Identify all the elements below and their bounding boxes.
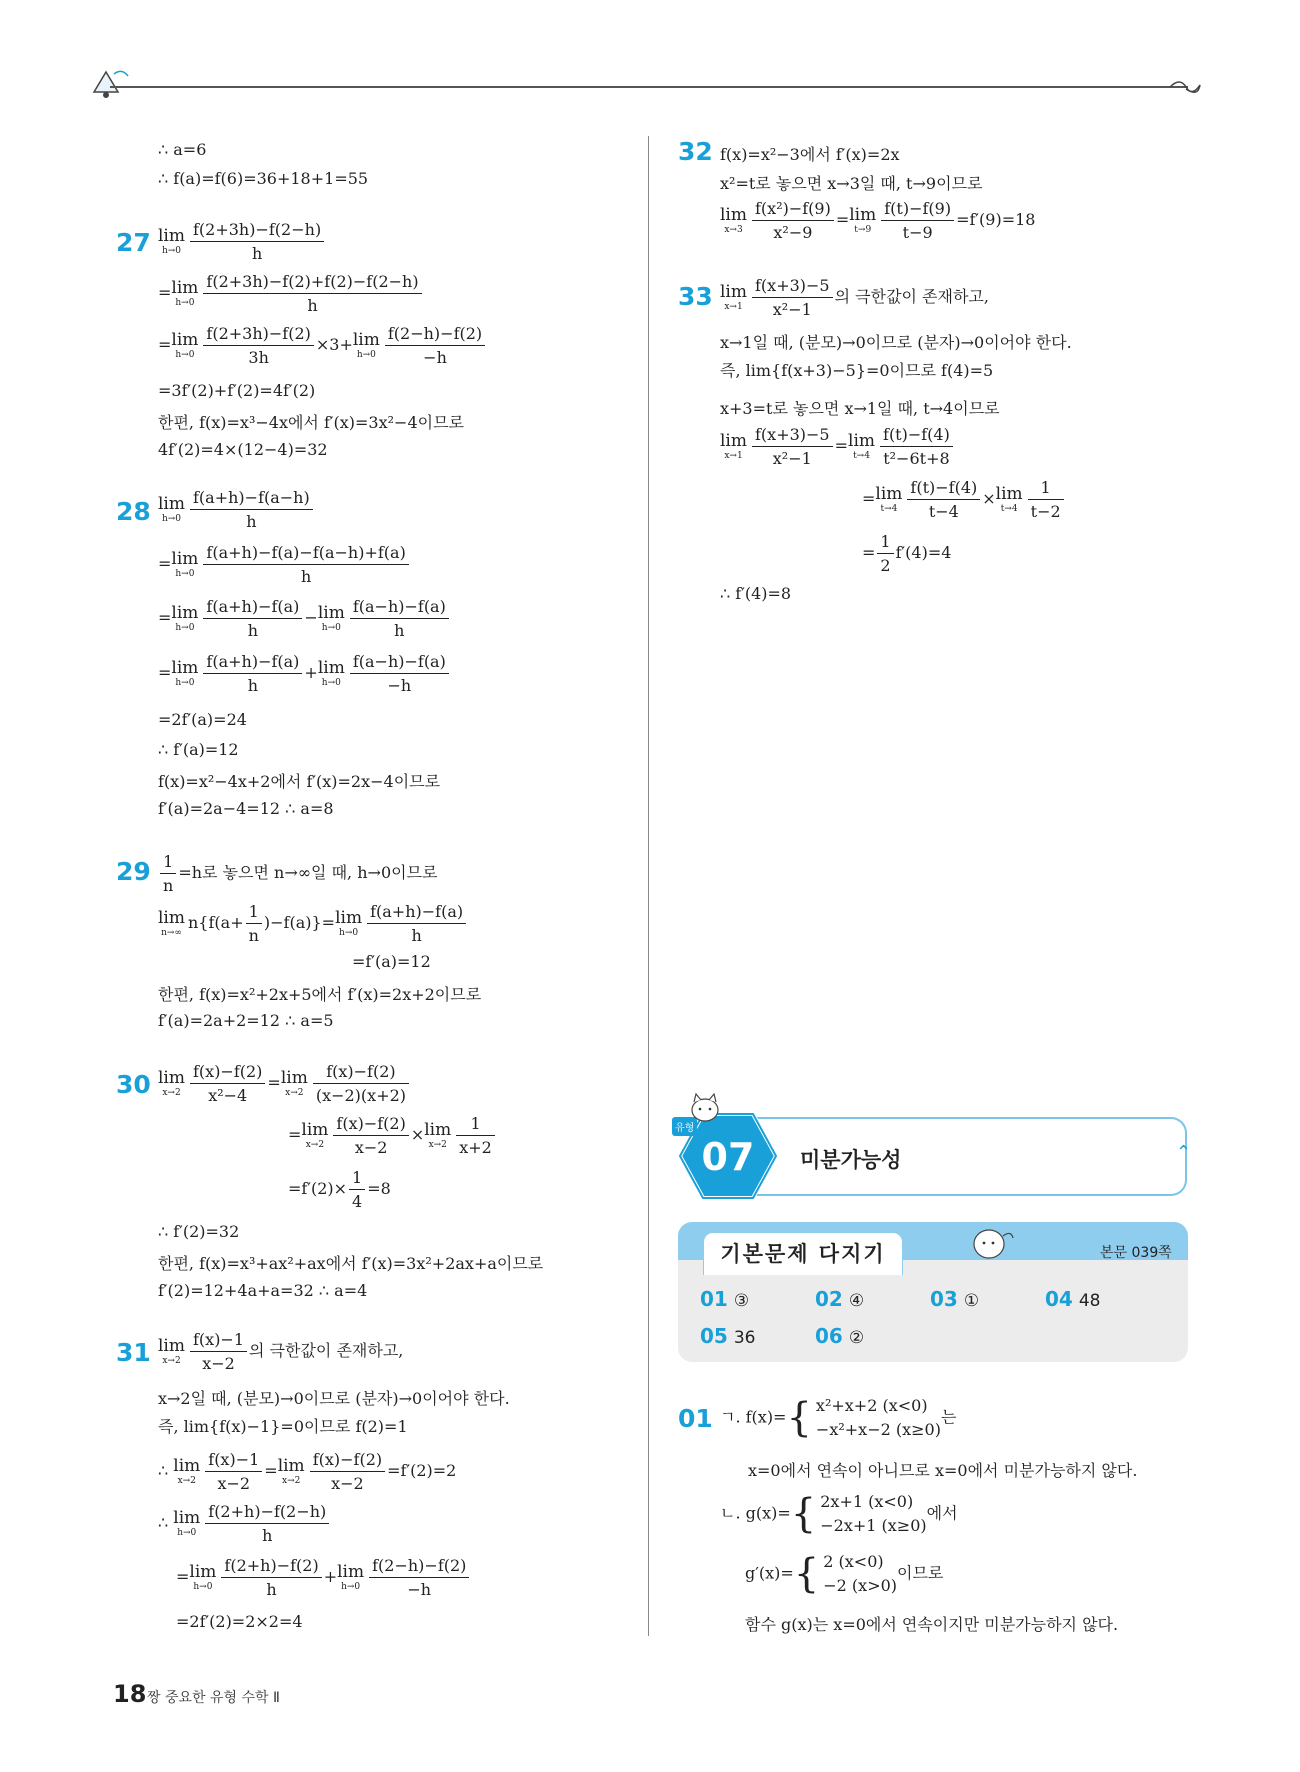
- p33-row6: = lim t→4 $\frac{f(t)-f(4)}{t-4}$ × lim t→4 $\frac{1}{t-2}$: [862, 478, 1066, 521]
- p31-row7: =2f′(2)=2×2=4: [176, 1612, 303, 1631]
- problem-27-number: 27: [116, 228, 151, 257]
- page-number: 18: [113, 1680, 147, 1708]
- line-a6: ∴ a=6: [158, 140, 207, 159]
- problem-01-number: 01: [678, 1404, 713, 1433]
- p28-row8: f′(a)=2a−4=12 ∴ a=8: [158, 799, 334, 818]
- problem-28-number: 28: [116, 497, 151, 526]
- p31-row4: ∴ lim x→2 $\frac{f(x)-1}{x-2}$ = lim x→2 $\frac{f(x)-f(2)}{x-2}$ =f′(2)=2: [158, 1450, 457, 1493]
- bell-ribbon-icon: [86, 62, 132, 102]
- section-badge: 유형: [672, 1117, 697, 1136]
- problem-33-number: 33: [678, 282, 713, 311]
- answer-05: 05 36: [700, 1324, 756, 1348]
- p29-row4: 한편, f(x)=x²+2x+5에서 f′(x)=2x+2이므로: [158, 985, 482, 1004]
- p33-row2: x→1일 때, (분모)→0이므로 (분자)→0이어야 한다.: [720, 333, 1072, 352]
- p32-row3: lim x→3 $\frac{\text{f(x²)−f(9)}}{\text{x²−9}}$ = lim t→9 $\frac{f(t)-f(9)}{t-9}$ =f′(9)=18: [720, 199, 1036, 242]
- ghost-mascot-icon: [965, 1222, 1017, 1262]
- p28-row7: f(x)=x²−4x+2에서 f′(x)=2x−4이므로: [158, 772, 441, 791]
- problem-32-number: 32: [678, 137, 713, 166]
- p31-row3: 즉, lim{f(x)−1}=0이므로 f(2)=1: [158, 1417, 408, 1436]
- p28-row5: =2f′(a)=24: [158, 710, 247, 729]
- section-title: 미분가능성: [800, 1148, 902, 1172]
- ribbon-knot-icon: [1168, 78, 1202, 100]
- answer-panel-tab: 기본문제 다지기: [703, 1232, 903, 1275]
- chevron-up-icon: ⌃: [1176, 1142, 1192, 1163]
- p31-row5: ∴ lim h→0 $\frac{f(2+h)-f(2-h)}{h}$: [158, 1502, 331, 1545]
- section-header-card: [720, 1117, 1187, 1196]
- p31-row1: lim x→2 $\frac{f(x)-1}{x-2}$ 의 극한값이 존재하고,: [158, 1330, 404, 1373]
- p01-row-a2: x=0에서 연속이 아니므로 x=0에서 미분가능하지 않다.: [748, 1461, 1138, 1480]
- p01-case-c: g′(x)={ 2 (x<0) −2 (x>0) 이므로: [745, 1551, 944, 1597]
- p28-row4: = lim h→0 $\frac{f(a+h)-f(a)}{h}$ + lim h→0 $\frac{f(a-h)-f(a)}{-h}$: [158, 652, 451, 695]
- cat-mascot-icon: [688, 1092, 722, 1122]
- problem-31-number: 31: [116, 1338, 151, 1367]
- p33-row4: x+3=t로 놓으면 x→1일 때, t→4이므로: [720, 399, 1000, 418]
- p27-row5: 한편, f(x)=x³−4x에서 f′(x)=3x²−4이므로: [158, 413, 465, 432]
- footer-book-title: 짱 중요한 유형 수학 Ⅱ: [147, 1690, 280, 1706]
- answer-01: 01 ③: [700, 1287, 750, 1311]
- p27-row3: = lim h→0 $\frac{f(2+3h)-f(2)}{3h}$ ×3+ lim h→0 $\frac{f(2-h)-f(2)}{-h}$: [158, 324, 487, 367]
- answer-03: 03 ①: [930, 1287, 980, 1311]
- p30-row2: = lim x→2 $\frac{f(x)-f(2)}{x-2}$ × lim x→2 $\frac{1}{x+2}$: [288, 1114, 497, 1157]
- p28-row1: lim h→0 $\frac{f(a+h)-f(a-h)}{h}$: [158, 488, 315, 531]
- column-divider: [648, 136, 649, 1636]
- p28-row3: = lim h→0 $\frac{f(a+h)-f(a)}{h}$ − lim h→0 $\frac{f(a-h)-f(a)}{h}$: [158, 597, 451, 640]
- p01-case-a: ㄱ. f(x)={ x²+x+2 (x<0) −x²+x−2 (x≥0) 는: [720, 1395, 957, 1441]
- p33-row3: 즉, lim{f(x+3)−5}=0이므로 f(4)=5: [720, 361, 994, 380]
- p27-row4: =3f′(2)+f′(2)=4f′(2): [158, 381, 316, 400]
- p27-row6: 4f′(2)=4×(12−4)=32: [158, 440, 328, 459]
- section-number: 07: [701, 1135, 755, 1179]
- p33-row7: = $\frac{1}{2}$ f′(4)=4: [862, 532, 952, 575]
- p33-row8: ∴ f′(4)=8: [720, 584, 792, 603]
- p28-row6: ∴ f′(a)=12: [158, 740, 239, 759]
- problem-30-number: 30: [116, 1070, 151, 1099]
- p30-row1: lim x→2 $\frac{f(x)-f(2)}{\text{x²−4}}$ = lim x→2 $\frac{f(x)-f(2)}{(x-2)(x+2)}$: [158, 1062, 411, 1105]
- p31-row2: x→2일 때, (분모)→0이므로 (분자)→0이어야 한다.: [158, 1389, 510, 1408]
- p29-row3: =f′(a)=12: [352, 952, 431, 971]
- p28-row2: = lim h→0 $\frac{f(a+h)-f(a)-f(a-h)+f(a)}{h}$: [158, 543, 411, 586]
- p32-row1: f(x)=x²−3에서 f′(x)=2x: [720, 145, 900, 164]
- p01-row-d: 함수 g(x)는 x=0에서 연속이지만 미분가능하지 않다.: [745, 1615, 1119, 1634]
- p01-case-b: ㄴ. g(x)={ 2x+1 (x<0) −2x+1 (x≥0) 에서: [720, 1491, 958, 1537]
- p30-row6: f′(2)=12+4a+a=32 ∴ a=4: [158, 1281, 368, 1300]
- top-rule: [110, 86, 1188, 88]
- problem-29-number: 29: [116, 857, 151, 886]
- p27-row2: = lim h→0 $\frac{f(2+3h)-f(2)+f(2)-f(2-h)}{h}$: [158, 272, 424, 315]
- p27-row1: lim h→0 $\frac{f(2+3h)-f(2-h)}{h}$: [158, 220, 326, 263]
- p30-row4: ∴ f′(2)=32: [158, 1222, 240, 1241]
- line-fa55: ∴ f(a)=f(6)=36+18+1=55: [158, 169, 369, 188]
- p29-row5: f′(a)=2a+2=12 ∴ a=5: [158, 1011, 334, 1030]
- answer-02: 02 ④: [815, 1287, 865, 1311]
- answer-panel-ref: 본문 039쪽: [1100, 1245, 1172, 1261]
- p29-row2: lim n→∞ n{f(a+ $\frac{1}{n}$ )−f(a)}= lim h→0 $\frac{f(a+h)-f(a)}{h}$: [158, 902, 468, 945]
- answer-04: 04 48: [1045, 1287, 1101, 1311]
- p31-row6: = lim h→0 $\frac{f(2+h)-f(2)}{h}$ + lim h→0 $\frac{f(2-h)-f(2)}{-h}$: [176, 1556, 471, 1599]
- p30-row3: =f′(2)× $\frac{1}{4}$ =8: [288, 1168, 391, 1211]
- answer-06: 06 ②: [815, 1324, 865, 1348]
- p29-row1: $\frac{1}{n}$ =h로 놓으면 n→∞일 때, h→0이므로: [158, 852, 438, 895]
- p33-row5: lim x→1 $\frac{f(x+3)-5}{\text{x²−1}}$ = lim t→4 $\frac{f(t)-f(4)}{\text{t²−6t+8}}$: [720, 425, 955, 468]
- p33-row1: lim x→1 $\frac{f(x+3)-5}{\text{x²−1}}$ 의 극한값이 존재하고,: [720, 276, 989, 319]
- p32-row2: x²=t로 놓으면 x→3일 때, t→9이므로: [720, 174, 983, 193]
- p30-row5: 한편, f(x)=x³+ax²+ax에서 f′(x)=3x²+2ax+a이므로: [158, 1254, 544, 1273]
